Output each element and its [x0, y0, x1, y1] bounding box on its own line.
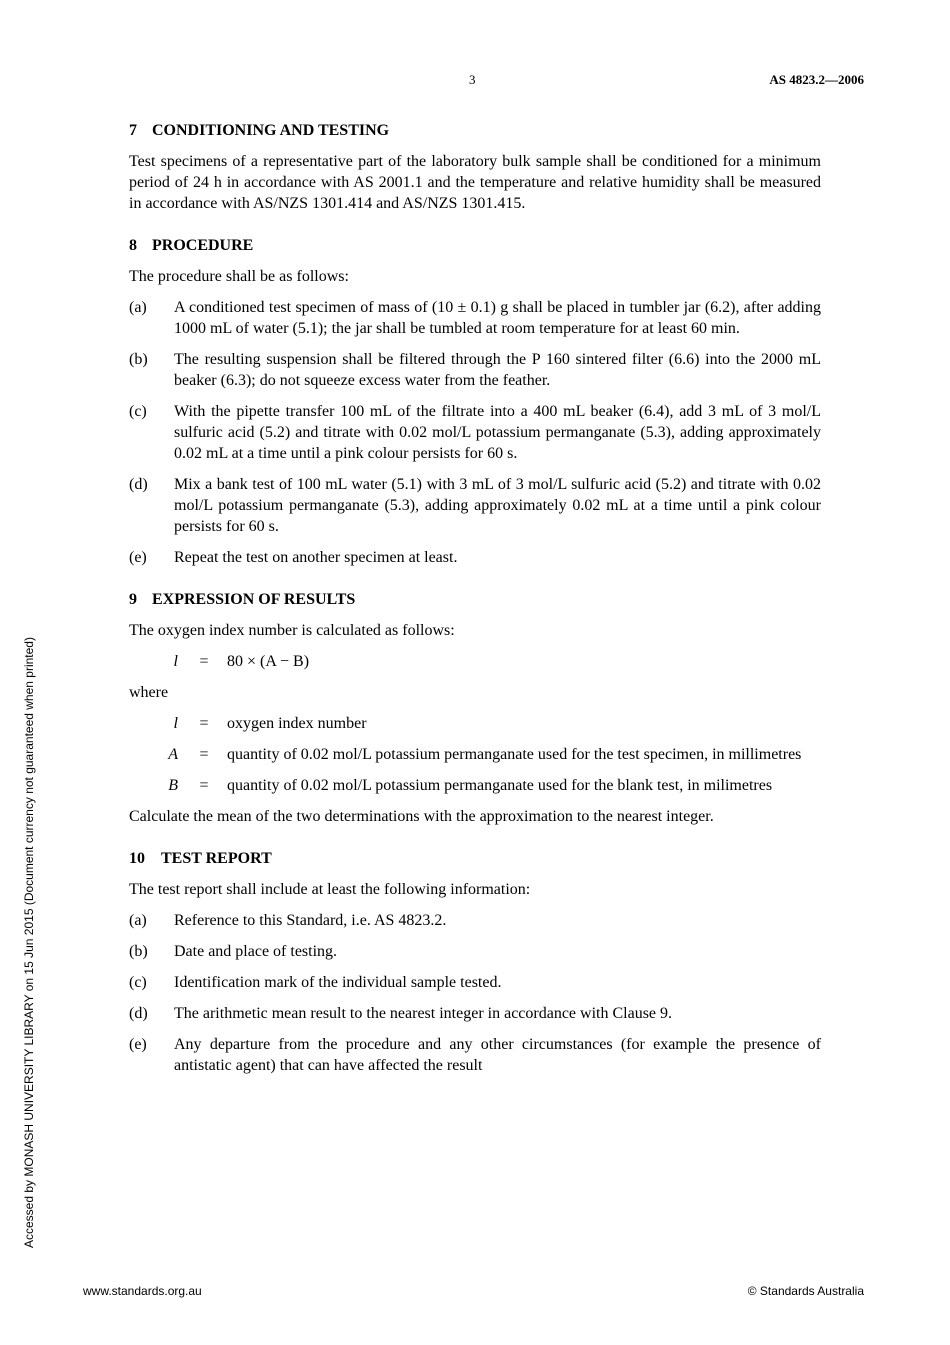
section-title: PROCEDURE	[152, 237, 254, 254]
access-side-note: Accessed by MONASH UNIVERSITY LIBRARY on 15 Jun 2015 (Document currency not guaranteed when printed)	[22, 637, 36, 1248]
definition-text: quantity of 0.02 mol/L potassium permanganate used for the blank test, in milimetres	[227, 777, 773, 794]
list-item	[129, 1003, 821, 1024]
definition-symbol: B	[168, 777, 178, 794]
list-item	[129, 474, 821, 537]
section-number: 7	[129, 122, 137, 139]
formula-equals: =	[199, 653, 209, 670]
formula-expression: 80 × (A − B)	[227, 653, 310, 670]
section-9-intro: The oxygen index number is calculated as follows:	[129, 622, 455, 639]
section-title: TEST REPORT	[161, 850, 272, 867]
list-item	[129, 941, 821, 962]
list-item-text: The resulting suspension shall be filtered through the P 160 sintered filter (6.6) into the 2000 mL beaker (6.3); do not squeeze excess water from the feather.	[174, 351, 821, 389]
footer-copyright: © Standards Australia	[747, 1284, 864, 1298]
list-item	[129, 910, 821, 931]
footer-website-link[interactable]: www.standards.org.au	[83, 1284, 202, 1298]
list-item-text: With the pipette transfer 100 mL of the filtrate into a 400 mL beaker (6.4), add 3 mL of 3 mol/L sulfuric acid (5.2) and titrate with 0.02 mol/L potassium permanganate (5.3), adding approximately 0.02 mL at a time until a pink colour persists for 60 s.	[174, 403, 821, 462]
section-number: 9	[129, 591, 137, 608]
section-9	[129, 589, 821, 827]
list-item-label: (d)	[129, 476, 148, 493]
section-number: 10	[129, 850, 145, 867]
section-8-heading	[129, 235, 821, 256]
section-7	[129, 120, 821, 214]
list-item-label: (d)	[129, 1005, 148, 1022]
section-7-heading	[129, 120, 821, 141]
list-item-text: Any departure from the procedure and any other circumstances (for example the presence of antistatic agent) that can have affected the result	[174, 1036, 821, 1074]
section-10-heading	[129, 848, 821, 869]
definition-equals: =	[199, 715, 209, 732]
definition-row	[129, 775, 821, 796]
section-number: 8	[129, 237, 137, 254]
standard-id: AS 4823.2—2006	[769, 72, 864, 87]
list-item-text: Identification mark of the individual sample tested.	[174, 974, 502, 991]
list-item-text: Mix a bank test of 100 mL water (5.1) with 3 mL of 3 mol/L sulfuric acid (5.2) and titrate with 0.02 mol/L potassium permanganate (5.3), adding approximately 0.02 mL at a time until a pink colour persists for 60 s.	[174, 476, 821, 535]
list-item-text: The arithmetic mean result to the nearest integer in accordance with Clause 9.	[174, 1005, 673, 1022]
list-item-text: Repeat the test on another specimen at least.	[174, 549, 458, 566]
definition-text: quantity of 0.02 mol/L potassium permanganate used for the test specimen, in millimetres	[227, 746, 802, 763]
list-item	[129, 401, 821, 464]
section-9-conclusion: Calculate the mean of the two determinations with the approximation to the nearest integer.	[129, 808, 714, 825]
where-label: where	[129, 684, 169, 701]
list-item-text: A conditioned test specimen of mass of (10 ± 0.1) g shall be placed in tumbler jar (6.2), after adding 1000 mL of water (5.1); the jar shall be tumbled at room temperature for at least 60 min.	[174, 299, 821, 337]
list-item-label: (b)	[129, 351, 148, 368]
definition-equals: =	[199, 777, 209, 794]
list-item-label: (e)	[129, 549, 147, 566]
definition-equals: =	[199, 746, 209, 763]
formula-symbol: l	[173, 653, 178, 670]
list-item	[129, 297, 821, 339]
list-item-label: (a)	[129, 299, 147, 316]
list-item-label: (a)	[129, 912, 147, 929]
section-title: CONDITIONING AND TESTING	[152, 122, 390, 139]
list-item-label: (c)	[129, 974, 147, 991]
list-item-label: (b)	[129, 943, 148, 960]
section-title: EXPRESSION OF RESULTS	[152, 591, 356, 608]
section-10-intro: The test report shall include at least the following information:	[129, 881, 531, 898]
definition-symbol: A	[168, 746, 178, 763]
list-item	[129, 972, 821, 993]
section-8	[129, 235, 821, 568]
page-number: 3	[469, 72, 476, 87]
definition-symbol: l	[173, 715, 178, 732]
list-item	[129, 1034, 821, 1076]
definition-text: oxygen index number	[227, 715, 367, 732]
document-body	[129, 120, 821, 1097]
list-item-text: Date and place of testing.	[174, 943, 338, 960]
section-8-intro: The procedure shall be as follows:	[129, 268, 349, 285]
list-item-label: (c)	[129, 403, 147, 420]
list-item	[129, 349, 821, 391]
section-7-paragraph: Test specimens of a representative part of the laboratory bulk sample shall be conditioned for a minimum period of 24 h in accordance with AS 2001.1 and the temperature and relative humidity shall be measured in accordance with AS/NZS 1301.414 and AS/NZS 1301.415.	[129, 153, 821, 212]
list-item-text: Reference to this Standard, i.e. AS 4823.2.	[174, 912, 447, 929]
definition-row	[129, 744, 821, 765]
list-item-label: (e)	[129, 1036, 147, 1053]
definition-row	[129, 713, 821, 734]
section-10	[129, 848, 821, 1076]
list-item	[129, 547, 821, 568]
section-9-heading	[129, 589, 821, 610]
formula	[129, 651, 821, 672]
